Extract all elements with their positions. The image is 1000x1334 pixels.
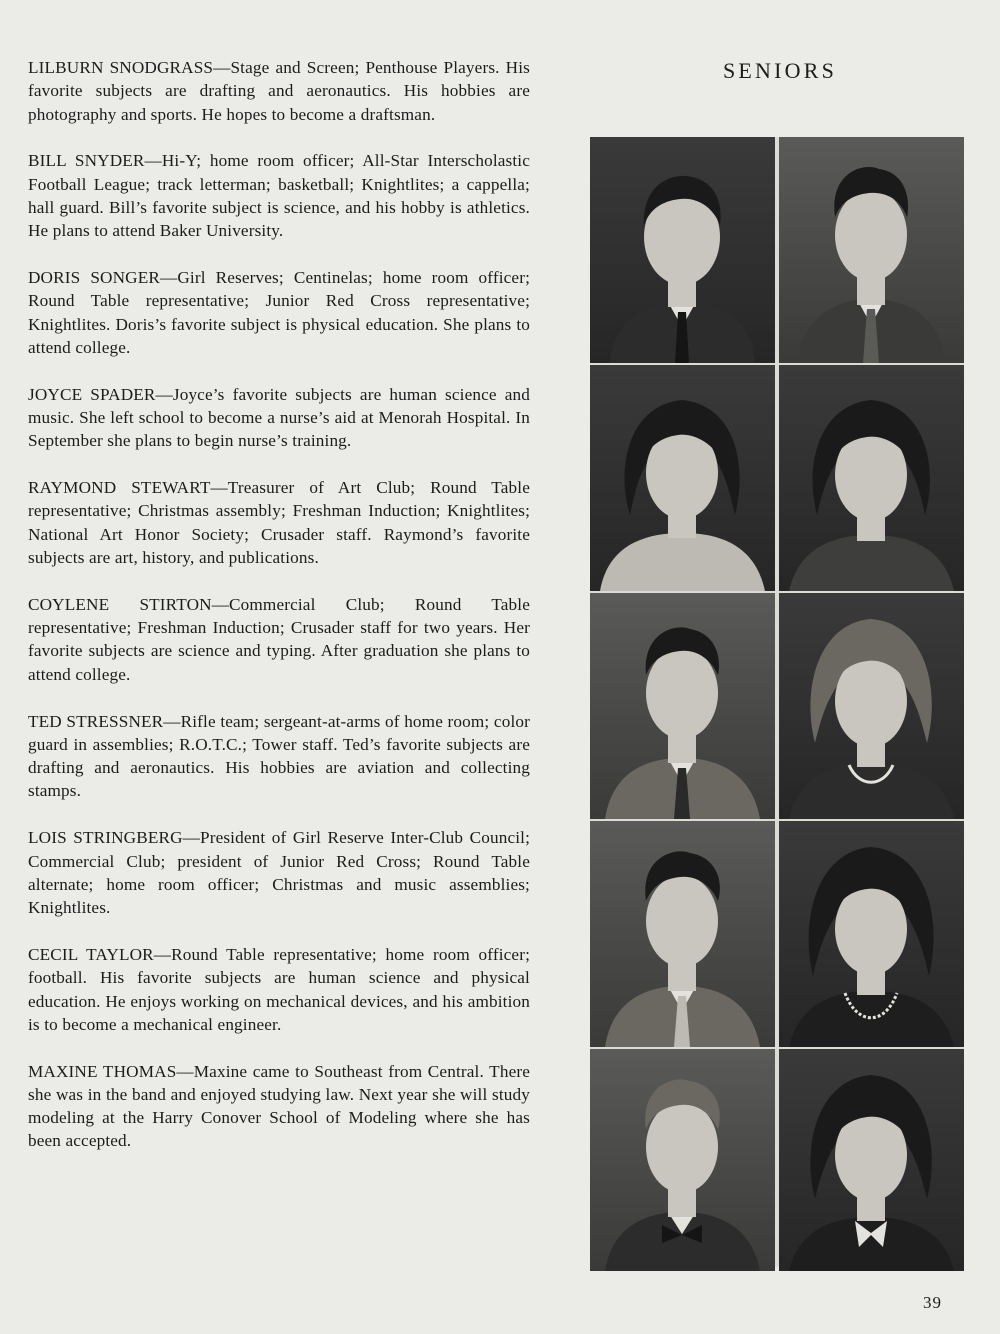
portrait-man-icon	[779, 137, 964, 363]
portrait-woman-icon	[779, 365, 964, 591]
portrait-woman-icon	[779, 1049, 964, 1271]
bio-raymond-stewart: RAYMOND STEWART—Treasurer of Art Club; Round Table representative; Christmas assembly; Freshman Induction; Knightlites; National Art Honor Society; Crusader staff. Raymond’s favorite subjects are art, history, and publications.	[28, 478, 530, 568]
portrait-cecil-taylor	[590, 1049, 775, 1271]
portrait-man-icon	[590, 137, 775, 363]
portrait-ted-stressner	[590, 821, 775, 1047]
portrait-lois-stringberg	[779, 821, 964, 1047]
portrait-man-icon	[590, 593, 775, 819]
portrait-woman-icon	[779, 593, 964, 819]
bio-doris-songer: DORIS SONGER—Girl Reserves; Centinelas; home room officer; Round Table representative; Junior Red Cross representative; Knightlites. Doris’s favorite subject is physical education. She plans to attend college.	[28, 268, 530, 357]
portrait-grid	[590, 137, 964, 1267]
bio-maxine-thomas: MAXINE THOMAS—Maxine came to Southeast from Central. There she was in the band and enjoyed studying law. Next year she will study modeling at the Harry Conover School of Modeling where she has been accepted.	[28, 1061, 530, 1151]
bio-bill-snyder: BILL SNYDER—Hi-Y; home room officer; All-Star Interscholastic Football League; track letterman; basketball; Knightlites; a cappella; hall guard. Bill’s favorite subject is science, and his hobby is athletics. He plans to attend Baker University.	[28, 151, 530, 241]
portrait-doris-songer	[590, 365, 775, 591]
bio-coylene-stirton: COYLENE STIRTON—Commercial Club; Round Table representative; Freshman Induction; Crusader staff for two years. Her favorite subjects are science and typing. After graduation she plans to attend college.	[28, 594, 530, 684]
portrait-woman-icon	[779, 821, 964, 1047]
bio-lois-stringberg: LOIS STRINGBERG—President of Girl Reserve Inter-Club Council; Commercial Club; president of Junior Red Cross; Round Table alternate; home room officer; Christmas and music assemblies; Knightlites.	[28, 828, 530, 918]
bio-cecil-taylor: CECIL TAYLOR—Round Table representative; home room officer; football. His favorite subjects are human science and physical education. He enjoys working on mechanical devices, and his ambition is to become a mechanical engineer.	[28, 944, 530, 1034]
biography-column	[28, 56, 530, 1176]
portrait-lilburn-snodgrass	[590, 137, 775, 363]
page-number: 39	[923, 1293, 942, 1312]
bio-ted-stressner: TED STRESSNER—Rifle team; sergeant-at-arms of home room; color guard in assemblies; R.O.T.C.; Tower staff. Ted’s favorite subjects are drafting and aeronautics. His hobbies are aviation and collecting stamps.	[28, 711, 530, 801]
portrait-bill-snyder	[779, 137, 964, 363]
bio-joyce-spader: JOYCE SPADER—Joyce’s favorite subjects are human science and music. She left school to become a nurse’s aid at Menorah Hospital. In September she plans to begin nurse’s training.	[28, 384, 530, 451]
portrait-coylene-stirton	[779, 593, 964, 819]
section-heading: SENIORS	[722, 58, 838, 83]
portrait-raymond-stewart	[590, 593, 775, 819]
portrait-man-icon	[590, 1049, 775, 1271]
portrait-maxine-thomas	[779, 1049, 964, 1271]
portrait-joyce-spader	[779, 365, 964, 591]
portrait-woman-icon	[590, 365, 775, 591]
bio-lilburn-snodgrass: LILBURN SNODGRASS—Stage and Screen; Penthouse Players. His favorite subjects are drafting and aeronautics. His hobbies are photography and sports. He hopes to become a draftsman.	[28, 58, 530, 124]
portrait-man-icon	[590, 821, 775, 1047]
